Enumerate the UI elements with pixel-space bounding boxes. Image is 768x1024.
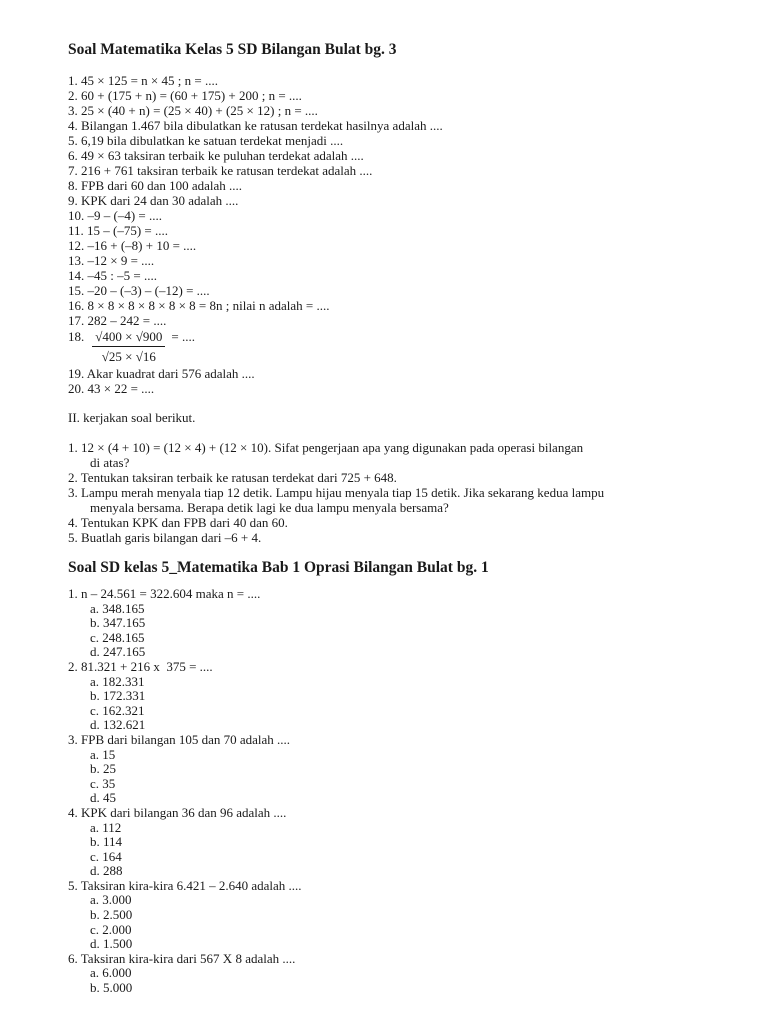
section-part1	[68, 41, 732, 396]
mc-option-d: d. 247.165	[90, 644, 146, 660]
mc-question-2	[68, 660, 732, 733]
question-line-14: 14. –45 : –5 = ....	[68, 268, 157, 283]
question-line-9: 9. KPK dari 24 dan 30 adalah ....	[68, 193, 239, 208]
question-line-4: 4. Bilangan 1.467 bila dibulatkan ke ratusan terdekat hasilnya adalah ....	[68, 118, 443, 133]
question-line-8: 8. FPB dari 60 dan 100 adalah ....	[68, 178, 243, 193]
section-part2	[68, 410, 732, 545]
fraction-numerator: √400 × √900	[92, 329, 165, 347]
mc-question-text: 5. Taksiran kira-kira 6.421 – 2.640 adalah ....	[68, 877, 302, 893]
question-line-15: 15. –20 – (–3) – (–12) = ....	[68, 283, 210, 298]
essay-question-3: 3. Lampu merah menyala tiap 12 detik. Lampu hijau menyala tiap 15 detik. Jika sekarang kedua lampu	[68, 485, 605, 500]
mc-question-text: 2. 81.321 + 216 x 375 = ....	[68, 658, 213, 674]
mc-question-text: 3. FPB dari bilangan 105 dan 70 adalah ....	[68, 731, 291, 747]
mc-option-d: d. 288	[90, 863, 123, 879]
question-line-19: 19. Akar kuadrat dari 576 adalah ....	[68, 366, 255, 381]
mc-option-b: b. 5.000	[90, 980, 133, 996]
mc-question-6	[68, 952, 732, 996]
question-line-20: 20. 43 × 22 = ....	[68, 381, 155, 396]
mc-option-b: b. 114	[90, 834, 123, 850]
mc-question-5	[68, 879, 732, 952]
mc-option-a: a. 15	[90, 746, 116, 762]
essay-question-1: 1. 12 × (4 + 10) = (12 × 4) + (12 × 10). Sifat pengerjaan apa yang digunakan pada operasi bilangan	[68, 440, 584, 455]
question-line-7: 7. 216 + 761 taksiran terbaik ke ratusan terdekat adalah ....	[68, 163, 373, 178]
mc-question-3	[68, 733, 732, 806]
essay-question-1-cont: di atas?	[90, 455, 130, 470]
mc-option-c: c. 2.000	[90, 921, 132, 937]
question-line-13: 13. –12 × 9 = ....	[68, 253, 155, 268]
part3-title: Soal SD kelas 5_Matematika Bab 1 Oprasi Bilangan Bulat bg. 1	[68, 559, 489, 576]
mc-option-a: a. 112	[90, 819, 122, 835]
mc-option-b: b. 2.500	[90, 907, 133, 923]
mc-option-d: d. 1.500	[90, 936, 133, 952]
question-line-18	[68, 329, 732, 364]
part1-title: Soal Matematika Kelas 5 SD Bilangan Bulat bg. 3	[68, 41, 397, 58]
mc-question-text: 6. Taksiran kira-kira dari 567 X 8 adalah ....	[68, 950, 296, 966]
question-line-6: 6. 49 × 63 taksiran terbaik ke puluhan terdekat adalah ....	[68, 148, 364, 163]
mc-option-d: d. 45	[90, 790, 116, 806]
mc-option-c: c. 248.165	[90, 629, 145, 645]
question-line-2: 2. 60 + (175 + n) = (60 + 175) + 200 ; n = ....	[68, 88, 302, 103]
mc-option-c: c. 164	[90, 848, 122, 864]
question-number: 18.	[68, 329, 85, 344]
question-line-12: 12. –16 + (–8) + 10 = ....	[68, 238, 197, 253]
mc-option-b: b. 172.331	[90, 688, 146, 704]
question-line-11: 11. 15 – (–75) = ....	[68, 223, 169, 238]
question-line-5: 5. 6,19 bila dibulatkan ke satuan terdekat menjadi ....	[68, 133, 344, 148]
mc-question-text: 1. n – 24.561 = 322.604 maka n = ....	[68, 586, 261, 601]
mc-question-4	[68, 806, 732, 879]
question-line-3: 3. 25 × (40 + n) = (25 × 40) + (25 × 12) ; n = ....	[68, 103, 318, 118]
question-line-10: 10. –9 – (–4) = ....	[68, 208, 162, 223]
fraction-equals: = ....	[171, 329, 195, 344]
mc-option-a: a. 6.000	[90, 965, 132, 981]
mc-option-a: a. 3.000	[90, 892, 132, 908]
mc-option-b: b. 25	[90, 761, 116, 777]
question-line-16: 16. 8 × 8 × 8 × 8 × 8 × 8 = 8n ; nilai n adalah = ....	[68, 298, 330, 313]
mc-option-a: a. 348.165	[90, 600, 145, 616]
mc-question-1	[68, 587, 732, 660]
mc-option-b: b. 347.165	[90, 615, 146, 631]
mc-option-c: c. 35	[90, 775, 116, 791]
essay-question-2: 2. Tentukan taksiran terbaik ke ratusan terdekat dari 725 + 648.	[68, 470, 397, 485]
mc-question-text: 4. KPK dari bilangan 36 dan 96 adalah ....	[68, 804, 287, 820]
part2-heading: II. kerjakan soal berikut.	[68, 410, 196, 425]
section-part3	[68, 559, 732, 996]
fraction-denominator: √25 × √16	[101, 349, 156, 364]
mc-option-c: c. 162.321	[90, 702, 145, 718]
essay-question-5: 5. Buatlah garis bilangan dari –6 + 4.	[68, 530, 262, 545]
question-line-17: 17. 282 – 242 = ....	[68, 313, 167, 328]
mc-option-d: d. 132.621	[90, 717, 146, 733]
fraction	[92, 329, 165, 364]
essay-question-3-cont: menyala bersama. Berapa detik lagi ke dua lampu menyala bersama?	[90, 500, 449, 515]
essay-question-4: 4. Tentukan KPK dan FPB dari 40 dan 60.	[68, 515, 288, 530]
mc-option-a: a. 182.331	[90, 673, 145, 689]
part2-items	[68, 440, 732, 545]
question-line-1: 1. 45 × 125 = n × 45 ; n = ....	[68, 73, 218, 88]
